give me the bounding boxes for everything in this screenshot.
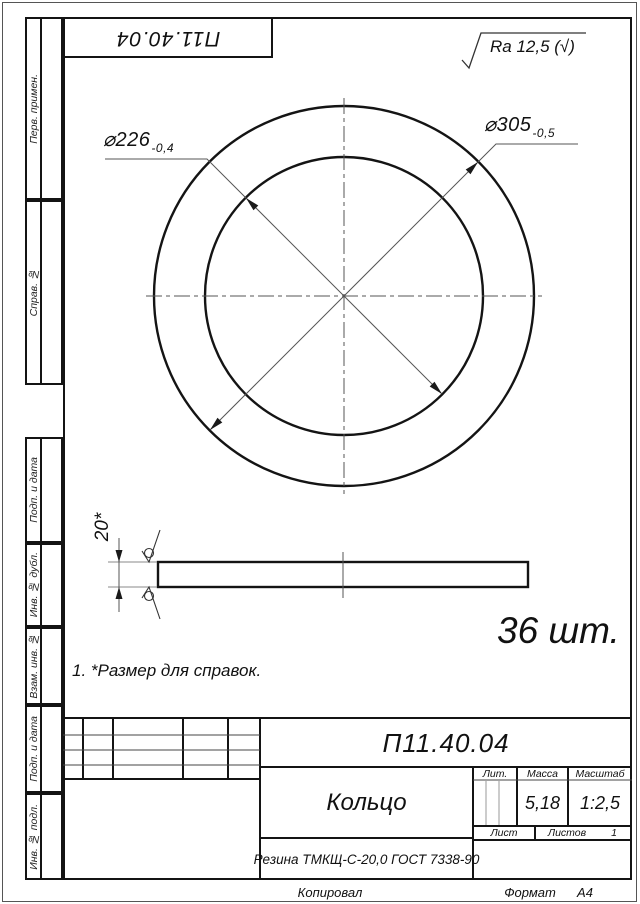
outer-diameter-dimension: [210, 144, 578, 430]
attribute-label: Подп. и дата: [27, 457, 40, 523]
inner-diameter-tolerance: -0,4: [151, 141, 175, 155]
copied-label: Копировал: [297, 884, 363, 900]
attribute-label: Перв. примен.: [27, 73, 40, 144]
no-machining-symbol-top: [142, 530, 160, 562]
attribute-label: Взам. инв. №: [27, 633, 40, 699]
lit-subcolumn-lines: [486, 781, 499, 825]
inner-diameter-label: [103, 127, 175, 155]
scale-header: Масштаб: [575, 767, 625, 780]
ring-side-view: [108, 530, 528, 619]
attribute-label: Справ. №: [27, 268, 40, 317]
inner-diameter-value: ⌀226: [103, 129, 151, 151]
no-machining-symbol-bottom: [142, 587, 160, 619]
reference-note: 1. *Размер для справок.: [72, 661, 262, 680]
sheet-header: Лист: [490, 827, 518, 839]
format-value: А4: [577, 884, 593, 900]
sheets-header: Листов: [547, 827, 587, 839]
sheets-value: 1: [611, 827, 617, 839]
outer-diameter-label: [484, 112, 556, 140]
titleblock-designation: П11.40.04: [382, 727, 510, 758]
lit-header: Лит.: [482, 767, 508, 780]
roughness-note: Ra 12,5 (√): [490, 37, 575, 56]
mass-value: 5,18: [524, 792, 561, 813]
outer-diameter-tolerance: -0,5: [532, 126, 556, 140]
attribute-label: Инв. № дубл.: [27, 552, 40, 618]
titleblock-material: Резина ТМКЩ-С-20,0 ГОСТ 7338-90: [253, 851, 480, 867]
designation-top-label: П11.40.04: [115, 26, 221, 50]
thickness-extension-lines: [108, 562, 157, 587]
outer-diameter-value: ⌀305: [484, 114, 532, 136]
scale-value: 1:2,5: [579, 792, 621, 813]
ring-front-view: [105, 98, 578, 494]
attribute-label: Инв. № подл.: [27, 803, 40, 870]
thickness-dimension-line: [116, 538, 123, 612]
thickness-dimension-label: 20*: [92, 512, 113, 542]
format-label: Формат: [504, 884, 556, 900]
quantity-label: 36 шт.: [497, 610, 620, 651]
titleblock-part-name: Кольцо: [326, 788, 407, 816]
attribute-label: Подп. и дата: [27, 716, 40, 782]
mass-header: Масса: [526, 767, 559, 780]
